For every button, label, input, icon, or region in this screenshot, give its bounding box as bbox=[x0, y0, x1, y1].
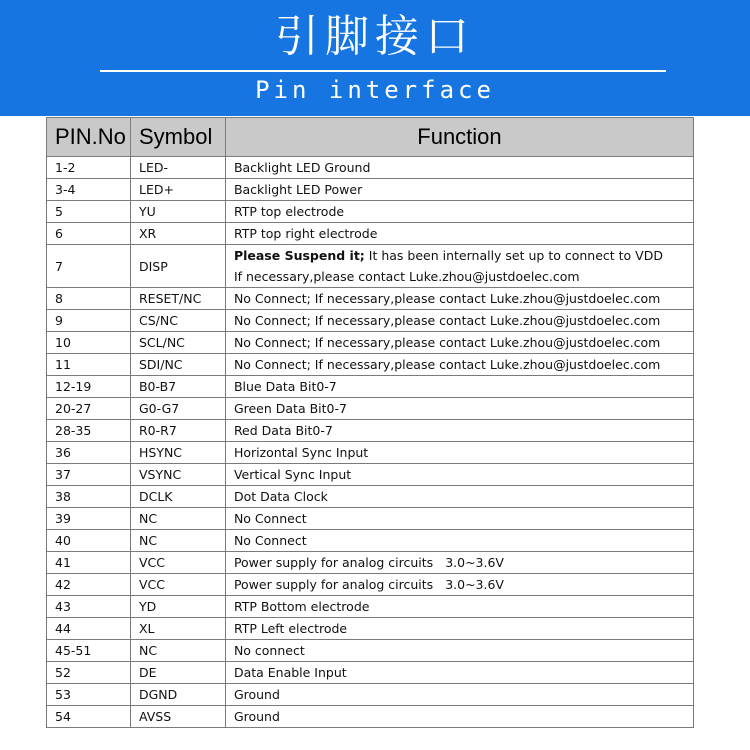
function-text: No Connect bbox=[233, 533, 307, 548]
function-cell bbox=[225, 310, 693, 332]
pin-number-cell: 9 bbox=[47, 310, 131, 332]
function-cell bbox=[225, 508, 693, 530]
symbol-cell: VCC bbox=[130, 552, 225, 574]
function-text: Backlight LED Ground bbox=[233, 160, 371, 175]
pin-number-cell: 10 bbox=[47, 332, 131, 354]
function-text: Dot Data Clock bbox=[233, 489, 328, 504]
symbol-cell: VCC bbox=[130, 574, 225, 596]
symbol-cell: DCLK bbox=[130, 486, 225, 508]
pin-number-cell: 42 bbox=[47, 574, 131, 596]
function-text: Power supply for analog circuits bbox=[233, 555, 434, 570]
function-cell bbox=[225, 376, 693, 398]
function-cell bbox=[225, 354, 693, 376]
pin-number-cell: 43 bbox=[47, 596, 131, 618]
symbol-cell: AVSS bbox=[130, 706, 225, 728]
function-cell bbox=[225, 464, 693, 486]
pin-number-cell: 54 bbox=[47, 706, 131, 728]
symbol-cell: NC bbox=[130, 508, 225, 530]
pin-number-cell: 11 bbox=[47, 354, 131, 376]
symbol-cell: XL bbox=[130, 618, 225, 640]
pin-number-cell: 52 bbox=[47, 662, 131, 684]
pin-number-cell: 8 bbox=[47, 288, 131, 310]
pin-number-cell: 20-27 bbox=[47, 398, 131, 420]
function-cell bbox=[225, 706, 693, 728]
function-cell bbox=[225, 398, 693, 420]
function-cell bbox=[225, 157, 693, 179]
symbol-cell: YD bbox=[130, 596, 225, 618]
table-row bbox=[47, 706, 694, 728]
function-text: RTP Left electrode bbox=[233, 621, 348, 636]
function-cell bbox=[225, 223, 693, 245]
function-text: No Connect; If necessary,please contact Luke.zhou@justdoelec.com bbox=[233, 313, 661, 328]
symbol-cell: DGND bbox=[130, 684, 225, 706]
function-text: Backlight LED Power bbox=[233, 182, 363, 197]
symbol-cell: SCL/NC bbox=[130, 332, 225, 354]
table-row bbox=[47, 179, 694, 201]
function-text: Red Data Bit0-7 bbox=[233, 423, 333, 438]
pin-number-cell: 7 bbox=[47, 245, 131, 288]
symbol-cell: VSYNC bbox=[130, 464, 225, 486]
symbol-cell: CS/NC bbox=[130, 310, 225, 332]
function-cell bbox=[225, 486, 693, 508]
header-pin-no: PIN.No bbox=[47, 118, 131, 157]
symbol-cell: B0-B7 bbox=[130, 376, 225, 398]
table-row bbox=[47, 332, 694, 354]
table-row bbox=[47, 508, 694, 530]
function-cell bbox=[225, 552, 693, 574]
table-row bbox=[47, 618, 694, 640]
pin-number-cell: 1-2 bbox=[47, 157, 131, 179]
voltage-range: 3.0~3.6V bbox=[445, 555, 504, 570]
table-row bbox=[47, 376, 694, 398]
symbol-cell: SDI/NC bbox=[130, 354, 225, 376]
pin-number-cell: 44 bbox=[47, 618, 131, 640]
table-row bbox=[47, 464, 694, 486]
pin-table bbox=[46, 117, 694, 728]
table-row bbox=[47, 157, 694, 179]
function-text: No Connect bbox=[233, 511, 307, 526]
symbol-cell: DE bbox=[130, 662, 225, 684]
function-cell bbox=[225, 245, 693, 288]
pin-number-cell: 28-35 bbox=[47, 420, 131, 442]
function-text: No Connect; If necessary,please contact Luke.zhou@justdoelec.com bbox=[233, 291, 661, 306]
symbol-cell: NC bbox=[130, 530, 225, 552]
function-cell bbox=[225, 332, 693, 354]
function-text: Horizontal Sync Input bbox=[233, 445, 369, 460]
pin-number-cell: 38 bbox=[47, 486, 131, 508]
function-text: Green Data Bit0-7 bbox=[233, 401, 347, 416]
symbol-cell: RESET/NC bbox=[130, 288, 225, 310]
symbol-cell: LED+ bbox=[130, 179, 225, 201]
function-text: No Connect; If necessary,please contact Luke.zhou@justdoelec.com bbox=[233, 335, 661, 350]
banner-subtitle: Pin interface bbox=[255, 76, 495, 104]
pin-number-cell: 53 bbox=[47, 684, 131, 706]
table-row bbox=[47, 486, 694, 508]
table-row bbox=[47, 684, 694, 706]
table-row bbox=[47, 640, 694, 662]
function-text: RTP top right electrode bbox=[233, 226, 378, 241]
function-cell bbox=[225, 179, 693, 201]
function-text: Power supply for analog circuits bbox=[233, 577, 434, 592]
table-row bbox=[47, 223, 694, 245]
table-row bbox=[47, 245, 694, 288]
voltage-range: 3.0~3.6V bbox=[445, 577, 504, 592]
function-cell bbox=[225, 201, 693, 223]
table-body bbox=[47, 157, 694, 728]
function-text: It has been internally set up to connect to VDD bbox=[364, 248, 663, 263]
symbol-cell: DISP bbox=[130, 245, 225, 288]
table-row bbox=[47, 310, 694, 332]
table-row bbox=[47, 201, 694, 223]
table-row bbox=[47, 398, 694, 420]
table-row bbox=[47, 552, 694, 574]
table-row bbox=[47, 574, 694, 596]
function-cell bbox=[225, 574, 693, 596]
table-row bbox=[47, 354, 694, 376]
header-function: Function bbox=[225, 118, 693, 157]
symbol-cell: LED- bbox=[130, 157, 225, 179]
symbol-cell: YU bbox=[130, 201, 225, 223]
table-row bbox=[47, 596, 694, 618]
banner-divider bbox=[100, 70, 666, 72]
function-cell bbox=[225, 618, 693, 640]
table-row bbox=[47, 420, 694, 442]
table-row bbox=[47, 530, 694, 552]
table-row bbox=[47, 662, 694, 684]
pin-number-cell: 5 bbox=[47, 201, 131, 223]
function-emphasis: Please Suspend it; bbox=[233, 248, 365, 263]
function-contact-text: If necessary,please contact Luke.zhou@justdoelec.com bbox=[233, 269, 580, 284]
function-text: Blue Data Bit0-7 bbox=[233, 379, 337, 394]
symbol-cell: HSYNC bbox=[130, 442, 225, 464]
title-banner bbox=[0, 0, 750, 116]
function-cell bbox=[225, 530, 693, 552]
function-text: Ground bbox=[233, 709, 280, 724]
pin-number-cell: 39 bbox=[47, 508, 131, 530]
function-cell bbox=[225, 596, 693, 618]
function-text: No Connect; If necessary,please contact Luke.zhou@justdoelec.com bbox=[233, 357, 661, 372]
pin-number-cell: 41 bbox=[47, 552, 131, 574]
symbol-cell: G0-G7 bbox=[130, 398, 225, 420]
function-text: RTP Bottom electrode bbox=[233, 599, 370, 614]
table-header-row bbox=[47, 118, 694, 157]
pin-number-cell: 3-4 bbox=[47, 179, 131, 201]
function-text: RTP top electrode bbox=[233, 204, 345, 219]
function-text: Ground bbox=[233, 687, 280, 702]
pin-number-cell: 12-19 bbox=[47, 376, 131, 398]
symbol-cell: R0-R7 bbox=[130, 420, 225, 442]
pin-number-cell: 40 bbox=[47, 530, 131, 552]
pin-number-cell: 37 bbox=[47, 464, 131, 486]
function-cell bbox=[225, 442, 693, 464]
header-symbol: Symbol bbox=[130, 118, 225, 157]
function-text: Data Enable Input bbox=[233, 665, 347, 680]
symbol-cell: XR bbox=[130, 223, 225, 245]
function-cell bbox=[225, 420, 693, 442]
banner-title: 引脚接口 bbox=[275, 11, 475, 62]
function-cell bbox=[225, 288, 693, 310]
symbol-cell: NC bbox=[130, 640, 225, 662]
pin-number-cell: 45-51 bbox=[47, 640, 131, 662]
pin-number-cell: 36 bbox=[47, 442, 131, 464]
pin-number-cell: 6 bbox=[47, 223, 131, 245]
function-cell bbox=[225, 640, 693, 662]
function-cell bbox=[225, 662, 693, 684]
table-row bbox=[47, 288, 694, 310]
function-cell bbox=[225, 684, 693, 706]
table-row bbox=[47, 442, 694, 464]
function-text: Vertical Sync Input bbox=[233, 467, 352, 482]
function-text: No connect bbox=[233, 643, 305, 658]
